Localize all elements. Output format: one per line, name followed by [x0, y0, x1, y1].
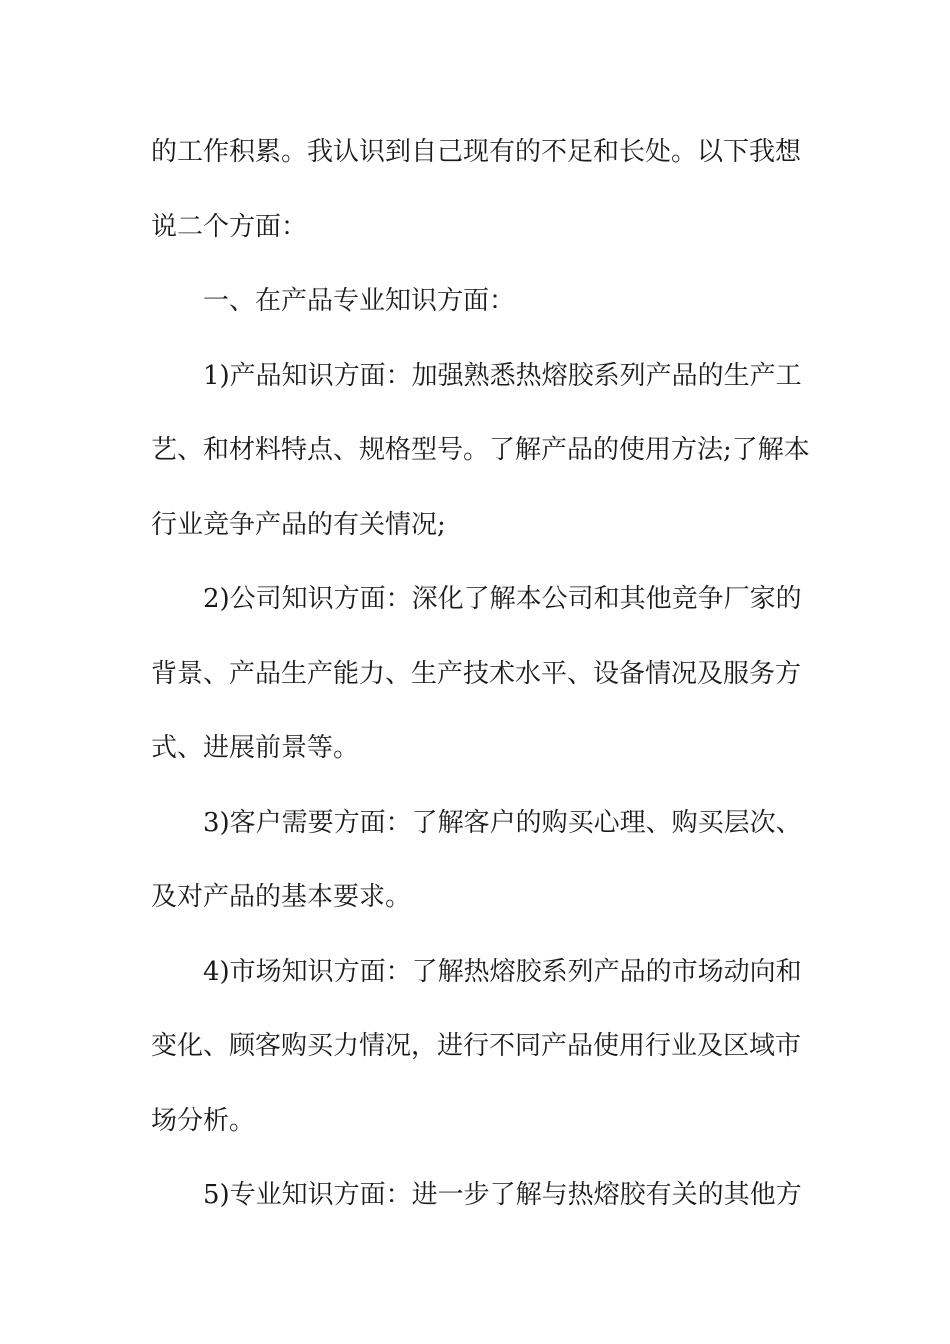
text-line: 变化、顾客购买力情况，进行不同产品使用行业及区域市 — [151, 1031, 802, 1061]
text-line: 1)产品知识方面：加强熟悉热熔胶系列产品的生产工 — [203, 360, 802, 391]
body-text — [151, 132, 811, 1250]
text-line: 3)客户需要方面：了解客户的购买心理、购买层次、 — [203, 807, 802, 838]
section-heading: 一、在产品专业知识方面： — [203, 286, 516, 316]
text-line: 背景、产品生产能力、生产技术水平、设备情况及服务方 — [151, 658, 802, 689]
text-line: 及对产品的基本要求。 — [151, 882, 412, 912]
text-line: 说二个方面： — [151, 211, 308, 242]
text-line: 行业竞争产品的有关情况; — [151, 509, 446, 540]
text-line: 艺、和材料特点、规格型号。了解产品的使用方法;了解本 — [151, 435, 810, 465]
text-line: 2)公司知识方面：深化了解本公司和其他竞争厂家的 — [203, 584, 802, 614]
text-line: 的工作积累。我认识到自己现有的不足和长处。以下我想 — [151, 137, 802, 167]
text-line: 4)市场知识方面：了解热熔胶系列产品的市场动向和 — [203, 956, 802, 987]
text-line: 式、进展前景等。 — [151, 733, 360, 763]
text-line: 5)专业知识方面：进一步了解与热熔胶有关的其他方 — [203, 1180, 802, 1210]
text-line: 场分析。 — [151, 1105, 256, 1136]
